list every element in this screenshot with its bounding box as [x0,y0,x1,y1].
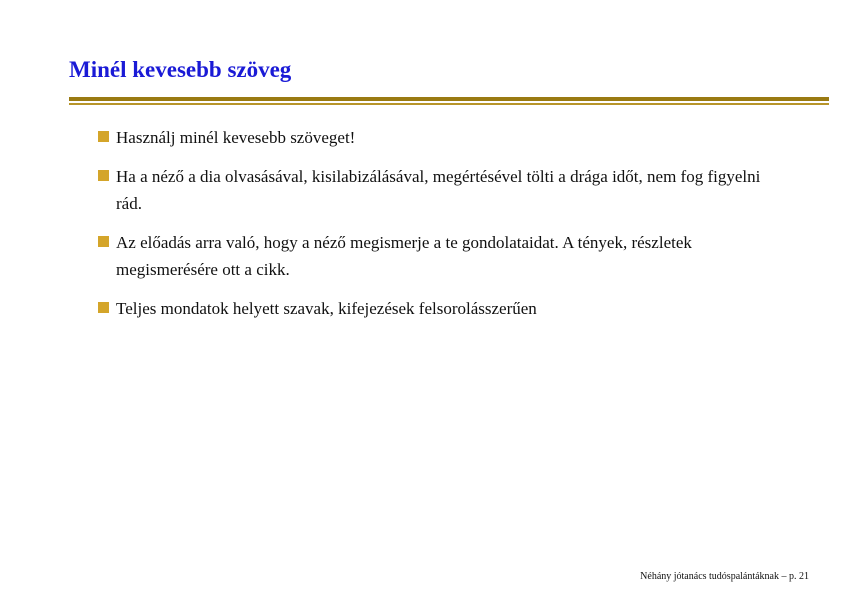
square-bullet-icon [98,131,109,142]
divider-thick-line [69,97,829,101]
list-item [98,124,778,151]
bullet-text: Az előadás arra való, hogy a néző megismerje a te gondolataidat. A tények, részletek megismerésére ott a cikk. [116,233,692,279]
bullet-list [98,124,778,334]
bullet-text: Ha a néző a dia olvasásával, kisilabizálásával, megértésével tölti a drága időt, nem fog figyelni rád. [116,167,761,213]
list-item [98,163,778,217]
list-item [98,295,778,322]
square-bullet-icon [98,236,109,247]
title-divider [69,97,829,106]
page-title: Minél kevesebb szöveg [69,57,292,82]
divider-thin-line [69,103,829,105]
square-bullet-icon [98,302,109,313]
bullet-text: Használj minél kevesebb szöveget! [116,128,356,147]
square-bullet-icon [98,170,109,181]
bullet-text: Teljes mondatok helyett szavak, kifejezések felsorolásszerűen [116,299,537,318]
list-item [98,229,778,283]
slide-footer: Néhány jótanács tudóspalántáknak – p. 21 [640,571,809,582]
